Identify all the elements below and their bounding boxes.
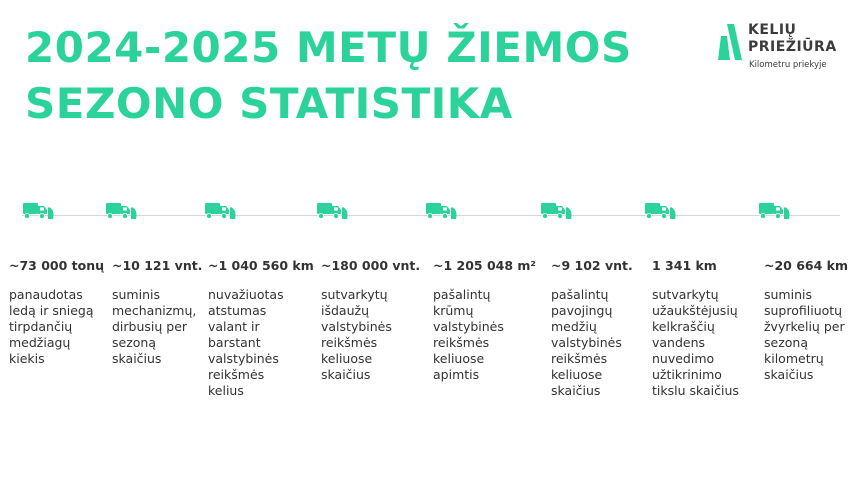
snowplow-truck-icon [644, 198, 680, 222]
stat-description: sutvarkytų išdaužų valstybinės reikšmės keliuose skaičius [321, 287, 392, 382]
stat-item [652, 258, 752, 399]
stat-description: sutvarkytų užaukštėjusių kelkraščių vandens nuvedimo užtikrinimo tikslu skaičius [652, 287, 739, 398]
stat-value: ~1 205 048 m² [433, 258, 536, 273]
stat-value: 1 341 km [652, 258, 717, 273]
stat-value: ~9 102 vnt. [551, 258, 633, 273]
stat-value: ~10 121 vnt. [112, 258, 203, 273]
stat-item [9, 258, 109, 367]
snowplow-truck-icon [105, 198, 141, 222]
snowplow-truck-icon [22, 198, 58, 222]
stat-description: pašalintų pavojingų medžių valstybinės reikšmės keliuose skaičius [551, 287, 622, 398]
logo-mark-icon [718, 24, 742, 60]
stat-description: suminis mechanizmų, dirbusių per sezoną skaičius [112, 287, 197, 366]
snowplow-truck-icon [425, 198, 461, 222]
logo-wordmark [748, 22, 837, 56]
stat-item [433, 258, 536, 383]
logo-line-1: KELIŲ [748, 22, 797, 38]
stat-item [764, 258, 860, 383]
snowplow-truck-icon [316, 198, 352, 222]
stat-value: ~73 000 tonų [9, 258, 105, 273]
stat-description: nuvažiuotas atstumas valant ir barstant valstybinės reikšmės kelius [208, 287, 284, 398]
stat-description: panaudotas ledą ir sniegą tirpdančių medžiagų kiekis [9, 287, 94, 366]
stat-item [208, 258, 314, 399]
stat-value: ~20 664 km [764, 258, 849, 273]
kelių-priežiūra-logo [718, 22, 848, 82]
stat-item [551, 258, 651, 399]
stat-description: pašalintų krūmų valstybinės reikšmės keliuose apimtis [433, 287, 504, 382]
logo-line-2: PRIEŽIŪRA [748, 39, 837, 55]
snowplow-truck-icon [204, 198, 240, 222]
stat-description: suminis suprofiliuotų žvyrkelių per sezoną kilometrų skaičius [764, 287, 845, 382]
stat-item [321, 258, 421, 383]
snowplow-truck-icon [540, 198, 576, 222]
page-title [25, 20, 632, 132]
stat-item [112, 258, 212, 367]
stat-value: ~180 000 vnt. [321, 258, 421, 273]
snowplow-truck-icon [758, 198, 794, 222]
logo-tagline: Kilometru priekyje [749, 60, 827, 70]
page-title-line-2: SEZONO STATISTIKA [25, 79, 513, 128]
page-title-line-1: 2024-2025 METŲ ŽIEMOS [25, 23, 632, 72]
stat-value: ~1 040 560 km [208, 258, 314, 273]
